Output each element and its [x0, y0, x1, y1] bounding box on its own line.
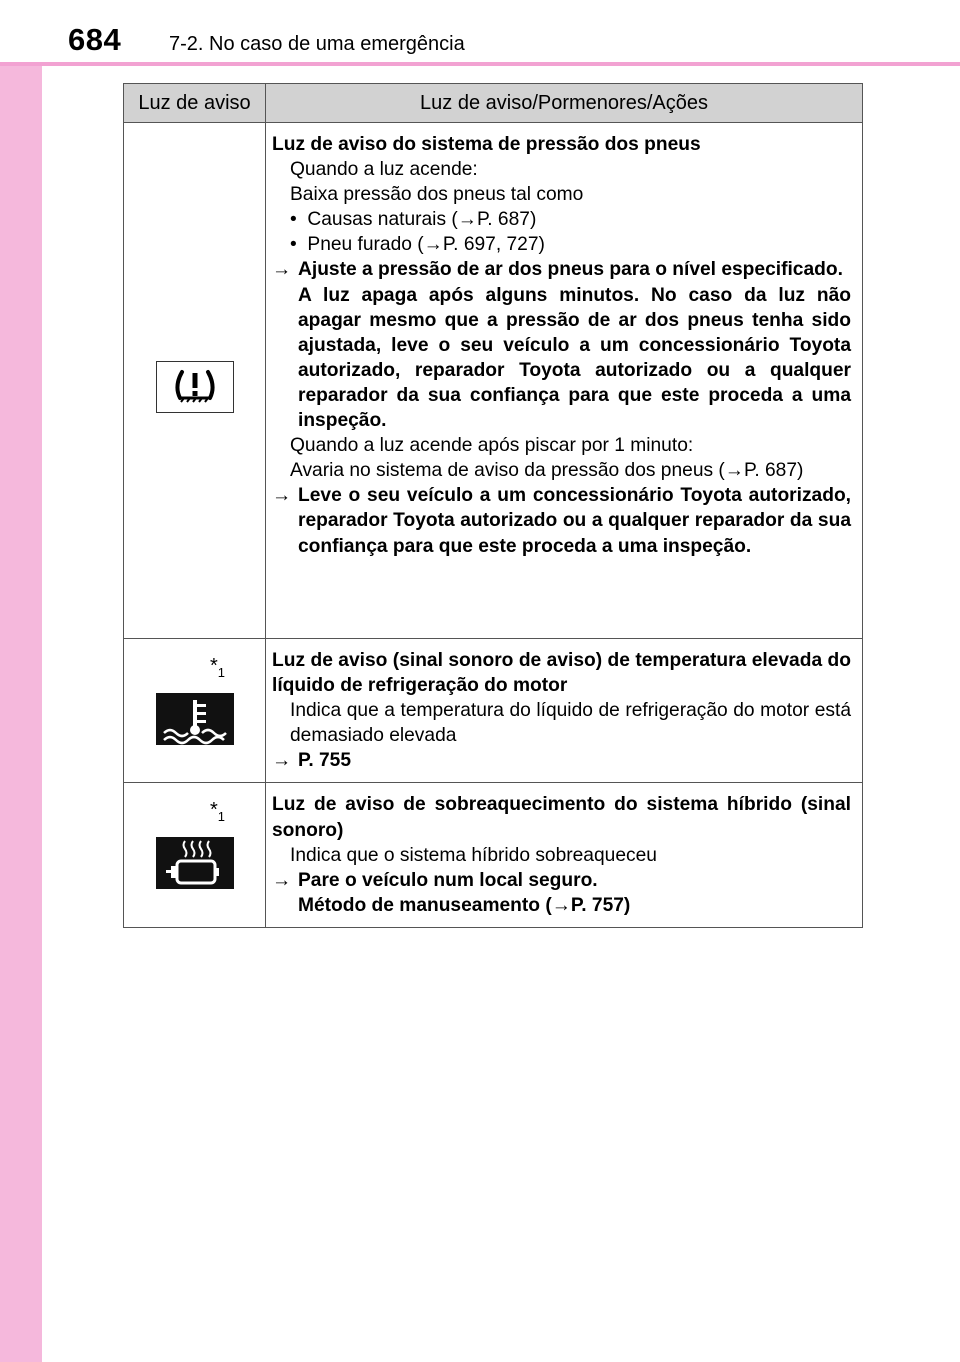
details-cell	[266, 639, 863, 783]
warning-lights-table	[123, 83, 863, 928]
footnote-marker: $*_1$	[210, 799, 226, 825]
page-number: 684	[68, 22, 122, 57]
icon-cell	[124, 639, 266, 783]
page-reference: P. 755	[298, 750, 351, 772]
details-cell	[266, 783, 863, 927]
list-item: • Causas naturais (→P. 687)	[290, 209, 537, 231]
footnote-marker: $*_1$	[210, 655, 226, 680]
table-header-row	[124, 84, 863, 123]
icon-cell	[124, 783, 266, 927]
list-item-text: Pneu furado (→P. 697, 727)	[307, 234, 545, 256]
side-tab-strip	[0, 0, 42, 1362]
header-rule	[0, 62, 960, 66]
coolant-temperature-icon	[156, 693, 234, 750]
column-header-light: Luz de aviso	[124, 84, 266, 123]
action-item	[272, 868, 851, 918]
malfunction-text: Avaria no sistema de aviso da pressão dos pneus (→P. 687)	[290, 460, 804, 482]
row-title: Luz de aviso de sobreaquecimento do sistema híbrido (sinal sonoro)	[272, 794, 851, 841]
action-text: Leve o seu veículo a um concessionário Toyota autorizado, reparador Toyota autorizado ou a qualquer reparador da sua confiança para que este proceda a uma inspeção.	[298, 485, 851, 557]
table-row	[124, 783, 863, 927]
table-row	[124, 123, 863, 639]
hybrid-overheat-icon	[156, 837, 234, 894]
reference-item	[272, 748, 851, 773]
section-title: 7-2. No caso de uma emergência	[169, 33, 465, 55]
action-detail: A luz apaga após alguns minutos. No caso da luz não apagar mesmo que a pressão de ar dos pneus tenha sido ajustada, leve o seu veículo a um concessionário Toyota autorizado, reparador Toyota autorizado ou a qualquer reparador da sua confiança para que este proceda a uma inspeção.	[298, 284, 851, 432]
action-item	[272, 483, 851, 558]
description-text: Indica que o sistema híbrido sobreaqueceu	[290, 844, 657, 866]
arrow-icon: →	[272, 750, 292, 772]
list-item: • Pneu furado (→P. 697, 727)	[290, 234, 545, 256]
action-item	[272, 257, 851, 433]
column-header-details: Luz de aviso/Pormenores/Ações	[266, 84, 863, 123]
details-cell	[266, 123, 863, 639]
icon-cell	[124, 123, 266, 639]
arrow-icon: →	[272, 259, 292, 281]
condition-text: Quando a luz acende após piscar por 1 minuto:	[290, 435, 694, 457]
row-title: Luz de aviso (sinal sonoro de aviso) de temperatura elevada do líquido de refrigeração do motor	[272, 650, 851, 697]
action-text: Pare o veículo num local seguro.	[298, 869, 598, 891]
arrow-icon: →	[272, 485, 292, 507]
row-title: Luz de aviso do sistema de pressão dos pneus	[272, 134, 701, 155]
arrow-icon: →	[272, 869, 292, 891]
table-row	[124, 639, 863, 783]
handling-method-reference: Método de manuseamento (→P. 757)	[298, 894, 631, 916]
cause-text: Baixa pressão dos pneus tal como	[290, 184, 584, 206]
tire-pressure-warning-icon	[156, 361, 234, 418]
description-text: Indica que a temperatura do líquido de refrigeração do motor está demasiado elevada	[290, 700, 851, 747]
list-item-text: Causas naturais (→P. 687)	[307, 209, 537, 231]
header-band	[0, 0, 960, 64]
action-text: Ajuste a pressão de ar dos pneus para o nível especificado.	[298, 259, 843, 281]
condition-text: Quando a luz acende:	[290, 159, 478, 181]
